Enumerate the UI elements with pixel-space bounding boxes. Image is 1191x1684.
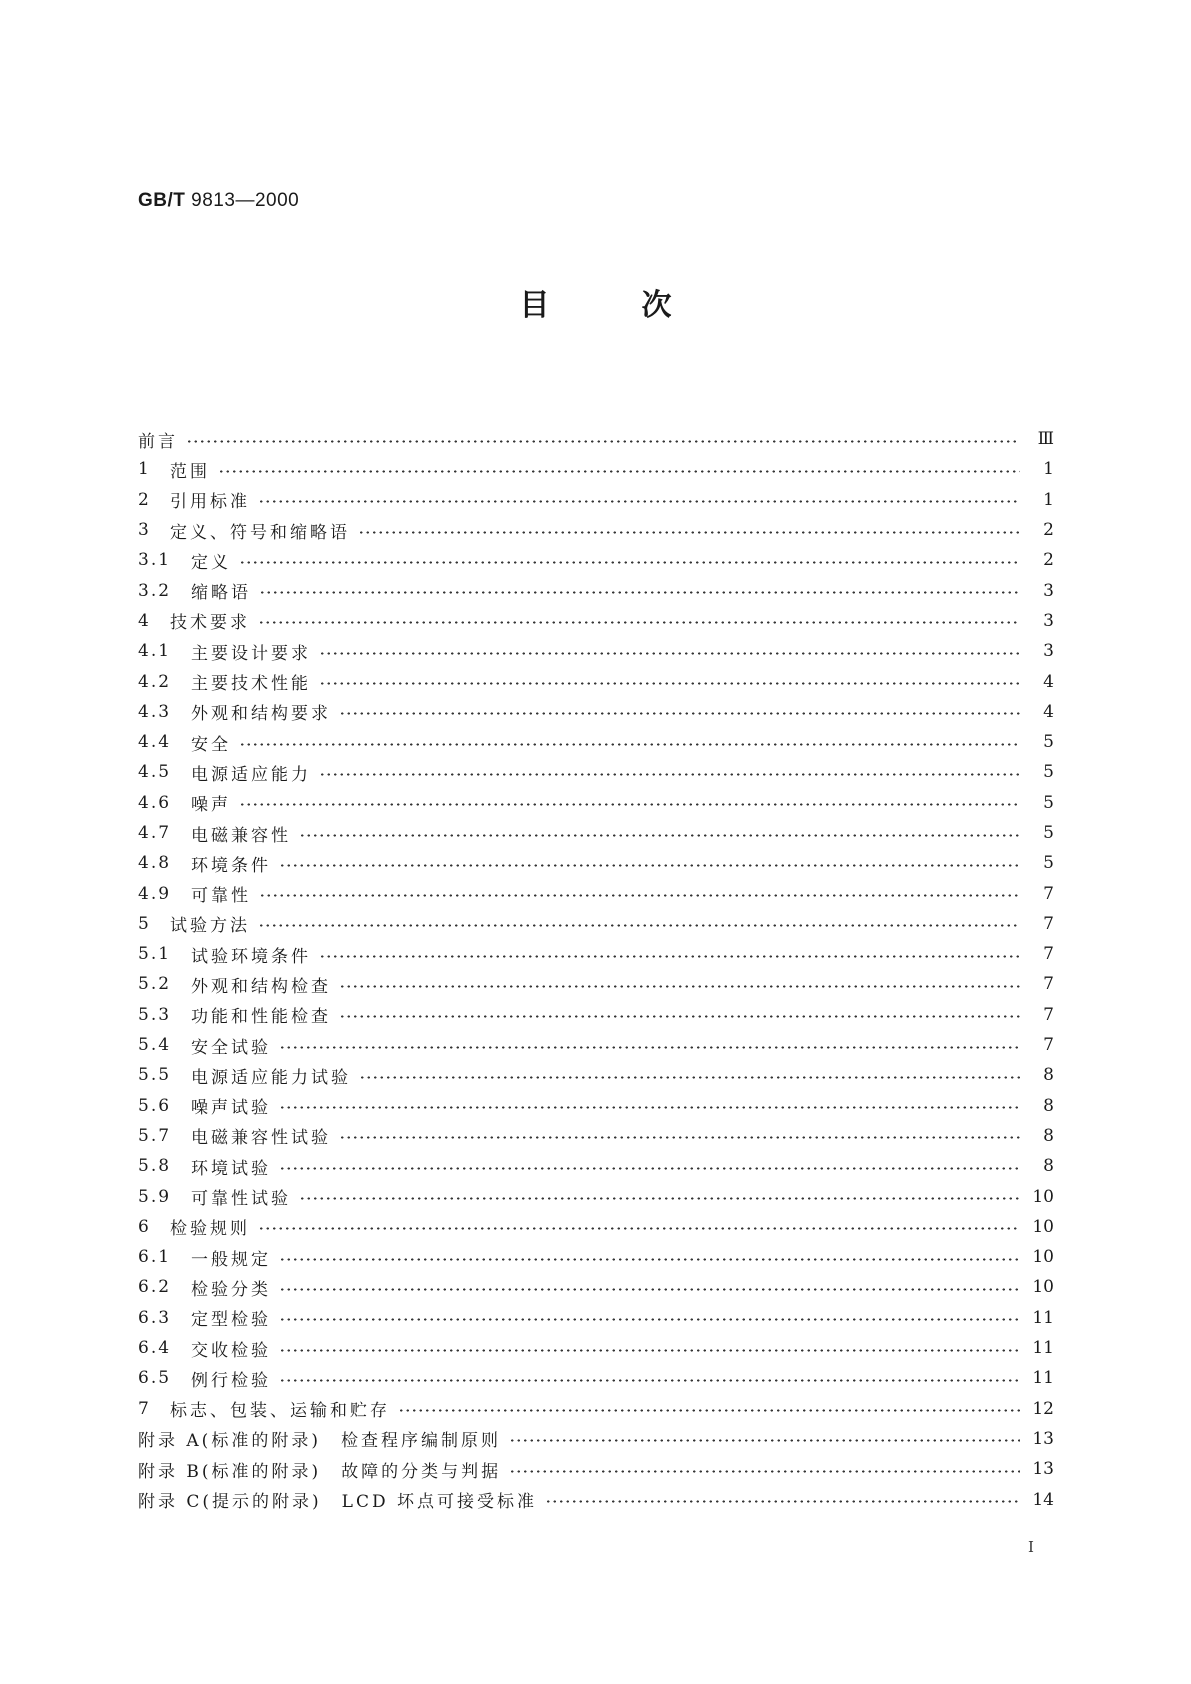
toc-entry-page: 12	[1032, 1398, 1054, 1419]
toc-entry-label: 环境试验	[191, 1158, 271, 1179]
title-char-1: 目	[519, 288, 550, 323]
toc-leader-dots	[239, 554, 1020, 571]
toc-entry-page: 4	[1043, 701, 1054, 722]
toc-entry-page: 11	[1032, 1338, 1054, 1359]
toc-entry[interactable]	[138, 485, 1054, 515]
toc-leader-dots	[319, 645, 1020, 662]
toc-entry-page: 1	[1043, 459, 1054, 480]
toc-entry-number: 4.9	[138, 883, 172, 904]
toc-entry-label: 电源适应能力试验	[191, 1067, 351, 1088]
toc-entry-number: 5.1	[138, 944, 172, 965]
toc-leader-dots	[258, 1220, 1020, 1237]
toc-entry-number: 6.3	[138, 1307, 172, 1328]
toc-leader-dots	[279, 1251, 1020, 1268]
toc-entry-label: 电磁兼容性试验	[191, 1128, 331, 1149]
toc-entry-label: 定义、符号和缩略语	[170, 522, 350, 543]
title-char-2: 次	[641, 288, 672, 323]
toc-entry-number: 3.2	[138, 580, 172, 601]
toc-leader-dots	[299, 1190, 1020, 1207]
toc-entry[interactable]	[138, 1363, 1054, 1393]
toc-entry-page: 3	[1043, 641, 1054, 662]
toc-entry-page: 7	[1043, 974, 1054, 995]
toc-entry[interactable]	[138, 1454, 1054, 1484]
toc-entry-label: 试验环境条件	[191, 946, 311, 967]
toc-leader-dots	[339, 705, 1020, 722]
toc-entry-label: 标志、包装、运输和贮存	[170, 1401, 390, 1422]
toc-leader-dots	[279, 1342, 1020, 1359]
toc-entry-number: 4.7	[138, 823, 172, 843]
toc-entry-number: 6.5	[138, 1368, 172, 1389]
toc-entry-page: 8	[1043, 1125, 1054, 1146]
toc-entry-label: 前言	[138, 431, 178, 452]
toc-entry-label: 功能和性能检查	[191, 1007, 331, 1028]
toc-leader-dots	[299, 827, 1020, 844]
toc-entry-label: 外观和结构要求	[191, 704, 331, 725]
toc-entry[interactable]	[138, 1242, 1054, 1272]
toc-entry-number: 6.2	[138, 1277, 172, 1298]
toc-entry-label: 安全	[191, 734, 231, 755]
toc-leader-dots	[259, 584, 1020, 601]
toc-entry[interactable]	[138, 848, 1054, 878]
toc-entry-label: 附录 B(标准的附录) 故障的分类与判据	[138, 1461, 502, 1482]
toc-entry-number: 5.5	[138, 1065, 172, 1086]
toc-entry-label: 主要技术性能	[191, 674, 311, 695]
toc-entry[interactable]	[138, 1424, 1054, 1454]
toc-entry[interactable]	[138, 1303, 1054, 1333]
toc-entry-number: 6	[138, 1216, 151, 1237]
toc-entry[interactable]	[138, 788, 1054, 818]
toc-entry-label: 例行检验	[191, 1370, 271, 1391]
toc-entry-label: 附录 A(标准的附录) 检查程序编制原则	[138, 1431, 501, 1452]
toc-entry-page: 7	[1043, 883, 1054, 904]
standard-code-number: 9813—2000	[191, 190, 300, 211]
toc-entry-label: 技术要求	[170, 613, 250, 634]
toc-entry[interactable]	[138, 1000, 1054, 1030]
toc-entry-label: 电磁兼容性	[191, 825, 291, 846]
toc-entry-label: 检验分类	[191, 1279, 271, 1300]
toc-entry-page: 13	[1032, 1459, 1054, 1480]
toc-entry[interactable]	[138, 636, 1054, 666]
toc-entry[interactable]	[138, 666, 1054, 696]
toc-entry-page: 10	[1032, 1186, 1054, 1207]
toc-entry-page: 8	[1043, 1095, 1054, 1116]
toc-entry-number: 4.2	[138, 671, 172, 692]
page-number: I	[1028, 1538, 1034, 1556]
toc-leader-dots	[258, 493, 1020, 510]
toc-entry-page: 7	[1043, 1035, 1054, 1056]
table-of-contents	[138, 424, 1054, 1515]
toc-entry[interactable]	[138, 1151, 1054, 1181]
toc-leader-dots	[258, 917, 1020, 934]
standard-code	[138, 190, 299, 212]
toc-leader-dots	[279, 1281, 1020, 1298]
toc-entry[interactable]	[138, 454, 1054, 484]
toc-entry-label: 引用标准	[170, 492, 250, 513]
toc-entry-number: 5.9	[138, 1186, 172, 1207]
toc-entry-page: 2	[1043, 520, 1054, 541]
toc-entry-number: 4.4	[138, 732, 172, 753]
toc-entry-label: 可靠性	[191, 886, 251, 907]
toc-leader-dots	[239, 796, 1020, 813]
toc-entry-label: 一般规定	[191, 1249, 271, 1270]
toc-entry-page: 5	[1043, 732, 1054, 753]
toc-entry[interactable]	[138, 606, 1054, 636]
toc-leader-dots	[509, 1432, 1020, 1449]
toc-entry-label: 安全试验	[191, 1037, 271, 1058]
toc-entry-number: 7	[138, 1398, 151, 1419]
toc-entry[interactable]	[138, 727, 1054, 757]
toc-entry-number: 5.2	[138, 974, 172, 995]
standard-code-prefix: GB/T	[138, 190, 186, 211]
toc-leader-dots	[339, 1129, 1020, 1146]
toc-leader-dots	[279, 1372, 1020, 1389]
toc-entry[interactable]	[138, 1333, 1054, 1363]
toc-entry[interactable]	[138, 1484, 1054, 1514]
toc-entry-page: 5	[1043, 823, 1054, 843]
toc-entry[interactable]	[138, 818, 1054, 848]
toc-entry-number: 3.1	[138, 550, 172, 571]
toc-entry-label: 交收检验	[191, 1340, 271, 1361]
toc-entry[interactable]	[138, 909, 1054, 939]
toc-entry-label: 定义	[191, 552, 231, 573]
toc-entry-label: 试验方法	[170, 916, 250, 937]
toc-entry-number: 4.3	[138, 701, 172, 722]
toc-leader-dots	[279, 1311, 1020, 1328]
toc-entry-page: 10	[1032, 1277, 1054, 1298]
toc-entry-number: 5.8	[138, 1156, 172, 1177]
toc-entry-page: 3	[1043, 580, 1054, 601]
toc-entry-page: 10	[1032, 1247, 1054, 1268]
toc-leader-dots	[339, 978, 1020, 995]
toc-leader-dots	[186, 433, 1020, 450]
toc-leader-dots	[259, 887, 1020, 904]
toc-entry-page: 8	[1043, 1156, 1054, 1177]
toc-entry-number: 4.1	[138, 641, 172, 662]
toc-leader-dots	[319, 948, 1020, 965]
toc-leader-dots	[218, 463, 1020, 480]
toc-entry-page: 5	[1043, 762, 1054, 783]
toc-entry-page: 5	[1043, 792, 1054, 813]
toc-entry[interactable]	[138, 757, 1054, 787]
toc-entry-page: Ⅲ	[1037, 429, 1054, 450]
toc-entry-number: 2	[138, 489, 151, 510]
toc-leader-dots	[279, 1160, 1020, 1177]
toc-leader-dots	[398, 1402, 1020, 1419]
toc-entry-label: 环境条件	[191, 855, 271, 876]
toc-entry-page: 7	[1043, 944, 1054, 965]
toc-entry[interactable]	[138, 1394, 1054, 1424]
toc-entry-number: 5.3	[138, 1004, 172, 1025]
toc-entry[interactable]	[138, 545, 1054, 575]
toc-leader-dots	[509, 1463, 1020, 1480]
toc-entry-page: 10	[1032, 1216, 1054, 1237]
toc-entry[interactable]	[138, 1060, 1054, 1090]
toc-leader-dots	[258, 614, 1020, 631]
toc-entry-label: 检验规则	[170, 1219, 250, 1240]
toc-entry-page: 4	[1043, 671, 1054, 692]
toc-entry-number: 4.6	[138, 792, 172, 813]
toc-leader-dots	[279, 1039, 1020, 1056]
toc-entry-number: 6.1	[138, 1247, 172, 1268]
toc-leader-dots	[319, 766, 1020, 783]
toc-entry-page: 7	[1043, 1004, 1054, 1025]
toc-leader-dots	[319, 675, 1020, 692]
toc-entry-number: 5.6	[138, 1095, 172, 1116]
toc-entry-number: 6.4	[138, 1338, 172, 1359]
toc-entry-number: 4.5	[138, 762, 172, 783]
toc-entry[interactable]	[138, 424, 1054, 454]
toc-entry-page: 1	[1043, 489, 1054, 510]
toc-entry[interactable]	[138, 697, 1054, 727]
toc-entry-label: 缩略语	[191, 583, 251, 604]
page-title	[0, 280, 1191, 324]
toc-entry[interactable]	[138, 1091, 1054, 1121]
toc-leader-dots	[358, 524, 1020, 541]
toc-entry-page: 7	[1043, 913, 1054, 934]
toc-entry-number: 3	[138, 520, 151, 541]
toc-entry[interactable]	[138, 939, 1054, 969]
toc-entry-number: 4.8	[138, 853, 172, 874]
toc-entry[interactable]	[138, 515, 1054, 545]
toc-entry-number: 1	[138, 459, 151, 480]
toc-entry-label: 噪声试验	[191, 1098, 271, 1119]
toc-entry-label: 附录 C(提示的附录) LCD 坏点可接受标准	[138, 1492, 538, 1513]
toc-entry[interactable]	[138, 969, 1054, 999]
toc-entry-number: 5	[138, 913, 151, 934]
toc-entry-label: 可靠性试验	[191, 1189, 291, 1210]
toc-entry-number: 5.7	[138, 1125, 172, 1146]
toc-entry-page: 14	[1032, 1489, 1054, 1510]
toc-entry-label: 噪声	[191, 795, 231, 816]
toc-entry-page: 2	[1043, 550, 1054, 571]
toc-entry[interactable]	[138, 1212, 1054, 1242]
toc-leader-dots	[339, 1008, 1020, 1025]
toc-entry-label: 主要设计要求	[191, 643, 311, 664]
toc-entry-page: 5	[1043, 853, 1054, 874]
toc-entry-number: 5.4	[138, 1035, 172, 1056]
toc-entry[interactable]	[138, 1121, 1054, 1151]
toc-entry-number: 4	[138, 610, 151, 631]
toc-leader-dots	[545, 1493, 1020, 1510]
toc-entry-label: 定型检验	[191, 1310, 271, 1331]
toc-entry-page: 13	[1032, 1428, 1054, 1449]
toc-leader-dots	[359, 1069, 1020, 1086]
toc-entry[interactable]	[138, 878, 1054, 908]
toc-entry-label: 范围	[170, 461, 210, 482]
toc-entry-label: 电源适应能力	[191, 764, 311, 785]
toc-entry-page: 3	[1043, 610, 1054, 631]
toc-entry[interactable]	[138, 575, 1054, 605]
toc-entry-page: 8	[1043, 1065, 1054, 1086]
toc-leader-dots	[279, 1099, 1020, 1116]
toc-entry-label: 外观和结构检查	[191, 976, 331, 997]
toc-entry-page: 11	[1032, 1368, 1054, 1389]
toc-leader-dots	[279, 857, 1020, 874]
toc-leader-dots	[239, 736, 1020, 753]
toc-entry[interactable]	[138, 1272, 1054, 1302]
toc-entry-page: 11	[1032, 1307, 1054, 1328]
toc-entry[interactable]	[138, 1030, 1054, 1060]
toc-entry[interactable]	[138, 1181, 1054, 1211]
